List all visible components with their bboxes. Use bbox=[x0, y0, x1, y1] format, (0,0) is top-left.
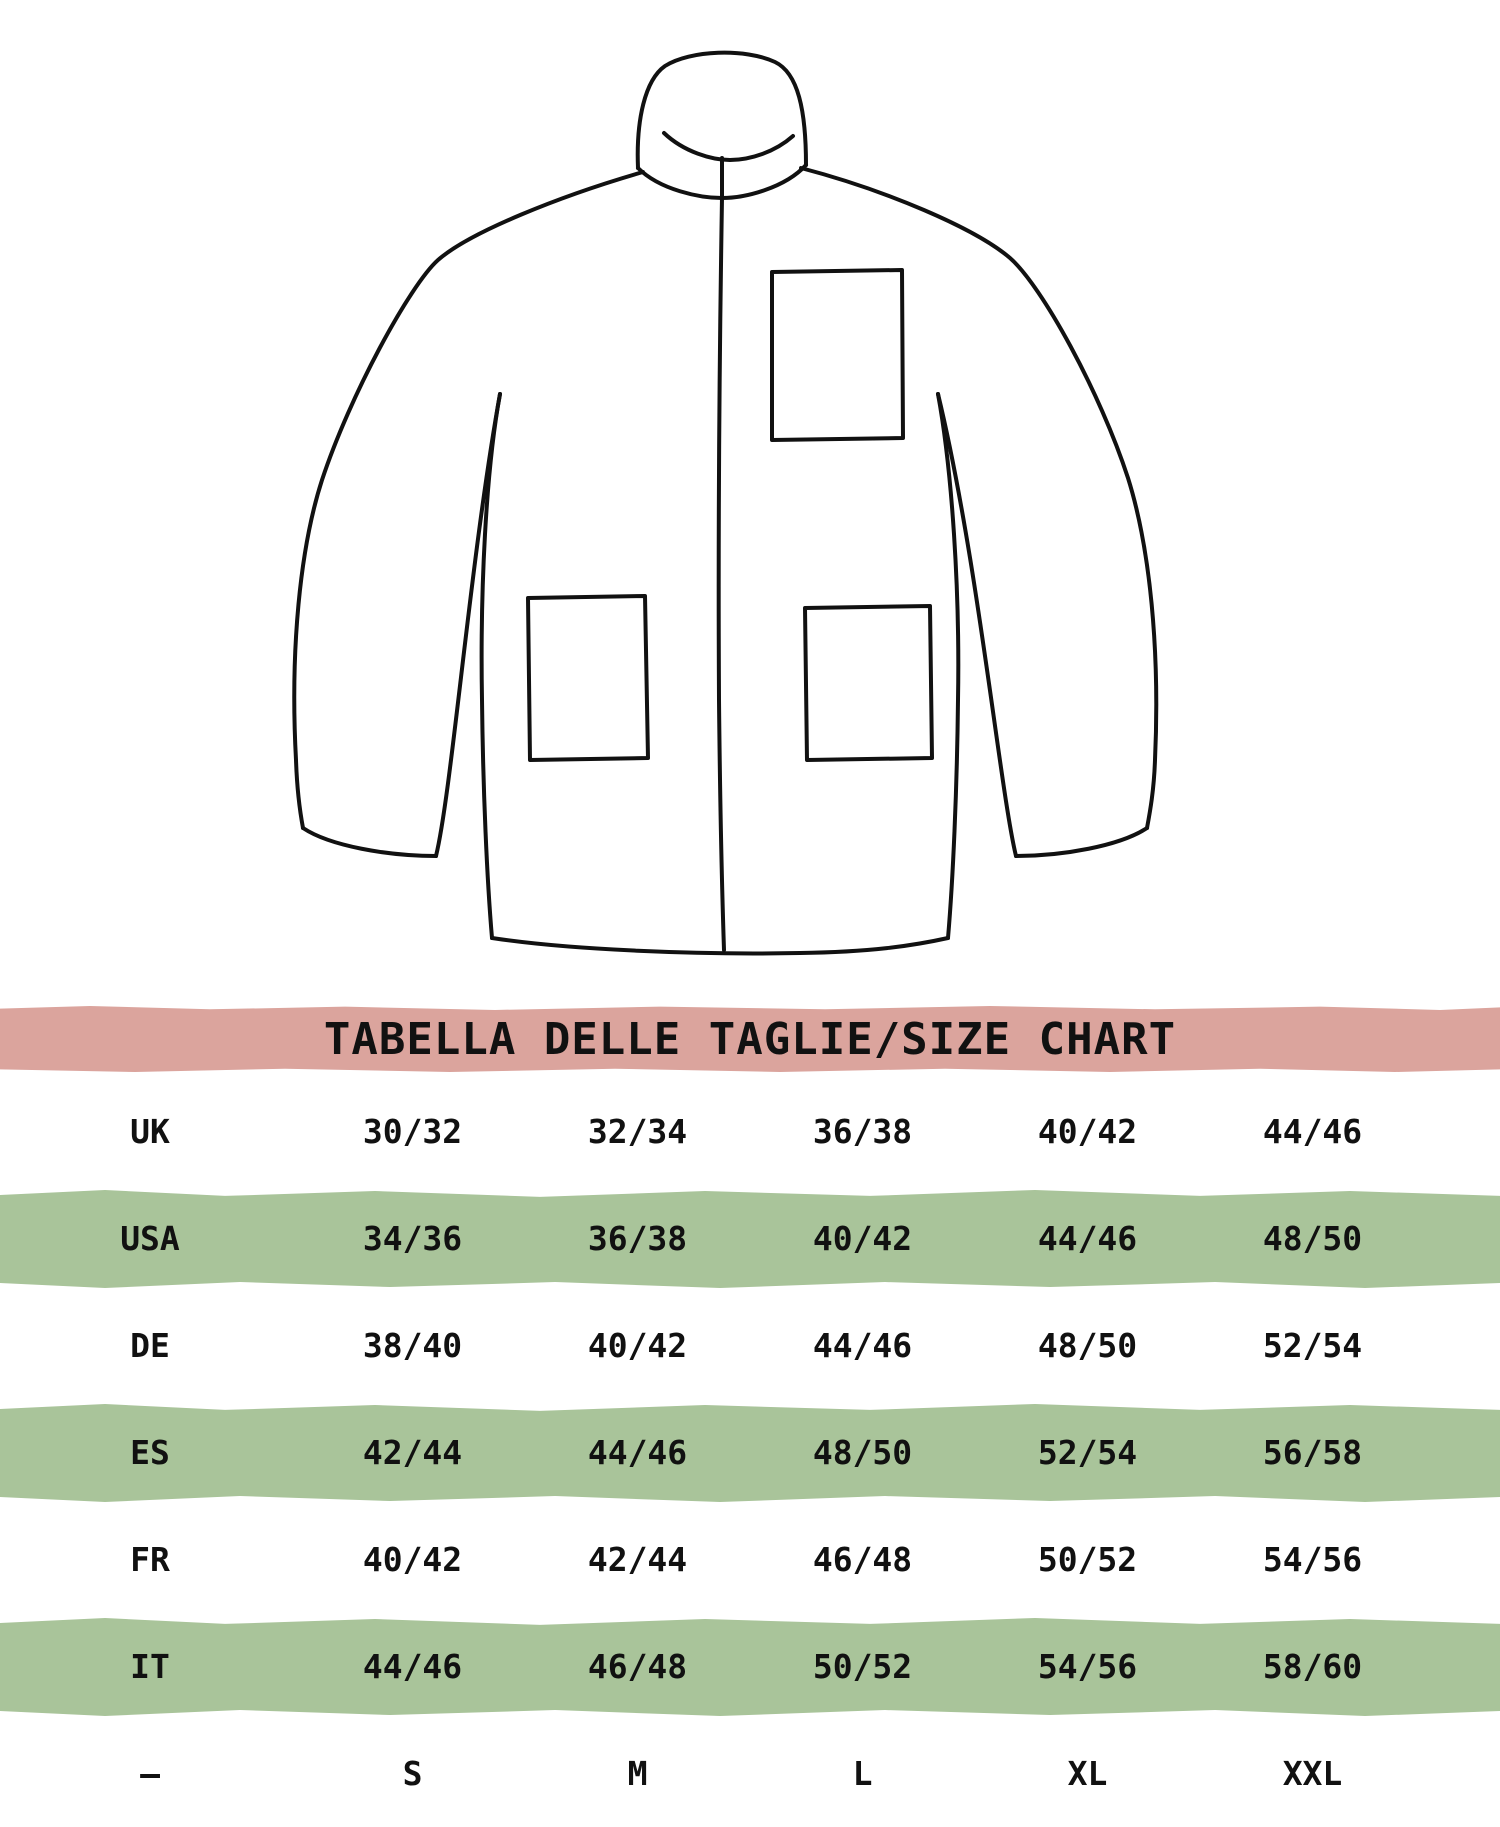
cell-size-xxl: 58/60 bbox=[1262, 1647, 1363, 1686]
cell-size-xl: 44/46 bbox=[1037, 1219, 1138, 1258]
cell-size-s: 44/46 bbox=[362, 1647, 463, 1686]
cell-size-xl: 48/50 bbox=[1037, 1326, 1138, 1365]
size-chart-title-band bbox=[0, 1000, 1500, 1078]
row-label: DE bbox=[130, 1326, 170, 1365]
cell-size-xxl: 44/46 bbox=[1262, 1112, 1363, 1151]
cell-size-m: 46/48 bbox=[587, 1647, 688, 1686]
cell-size-l: L bbox=[852, 1754, 873, 1793]
cell-size-s: 42/44 bbox=[362, 1433, 463, 1472]
cell-size-xxl: 56/58 bbox=[1262, 1433, 1363, 1472]
row-label: IT bbox=[130, 1647, 170, 1686]
cell-size-s: S bbox=[402, 1754, 423, 1793]
row-label: ES bbox=[130, 1433, 170, 1472]
cell-size-m: M bbox=[627, 1754, 648, 1793]
size-table bbox=[0, 1000, 1500, 1800]
cell-size-xl: 52/54 bbox=[1037, 1433, 1138, 1472]
cell-size-m: 44/46 bbox=[587, 1433, 688, 1472]
table-row bbox=[0, 1078, 1500, 1185]
table-row-generic-sizes bbox=[0, 1720, 1500, 1827]
table-row bbox=[0, 1399, 1500, 1506]
cell-size-s: 38/40 bbox=[362, 1326, 463, 1365]
cell-size-s: 40/42 bbox=[362, 1540, 463, 1579]
cell-size-l: 48/50 bbox=[812, 1433, 913, 1472]
cell-size-xl: 40/42 bbox=[1037, 1112, 1138, 1151]
cell-size-xxl: 54/56 bbox=[1262, 1540, 1363, 1579]
cell-size-m: 36/38 bbox=[587, 1219, 688, 1258]
cell-size-l: 46/48 bbox=[812, 1540, 913, 1579]
table-row bbox=[0, 1613, 1500, 1720]
cell-size-l: 50/52 bbox=[812, 1647, 913, 1686]
table-row bbox=[0, 1292, 1500, 1399]
cell-size-s: 30/32 bbox=[362, 1112, 463, 1151]
table-row bbox=[0, 1185, 1500, 1292]
row-label: – bbox=[140, 1754, 160, 1793]
cell-size-xxl: 48/50 bbox=[1262, 1219, 1363, 1258]
cell-size-xxl: 52/54 bbox=[1262, 1326, 1363, 1365]
cell-size-xl: XL bbox=[1067, 1754, 1108, 1793]
page-title: TABELLA DELLE TAGLIE/SIZE CHART bbox=[323, 1013, 1177, 1065]
cell-size-s: 34/36 bbox=[362, 1219, 463, 1258]
row-label: FR bbox=[130, 1540, 170, 1579]
row-label: USA bbox=[120, 1219, 180, 1258]
cell-size-m: 40/42 bbox=[587, 1326, 688, 1365]
cell-size-l: 40/42 bbox=[812, 1219, 913, 1258]
cell-size-xxl: XXL bbox=[1282, 1754, 1343, 1793]
cell-size-m: 32/34 bbox=[587, 1112, 688, 1151]
row-label: UK bbox=[130, 1112, 170, 1151]
cell-size-m: 42/44 bbox=[587, 1540, 688, 1579]
cell-size-xl: 50/52 bbox=[1037, 1540, 1138, 1579]
cell-size-l: 44/46 bbox=[812, 1326, 913, 1365]
size-table-rows bbox=[0, 1078, 1500, 1827]
cell-size-xl: 54/56 bbox=[1037, 1647, 1138, 1686]
table-row bbox=[0, 1506, 1500, 1613]
cell-size-l: 36/38 bbox=[812, 1112, 913, 1151]
